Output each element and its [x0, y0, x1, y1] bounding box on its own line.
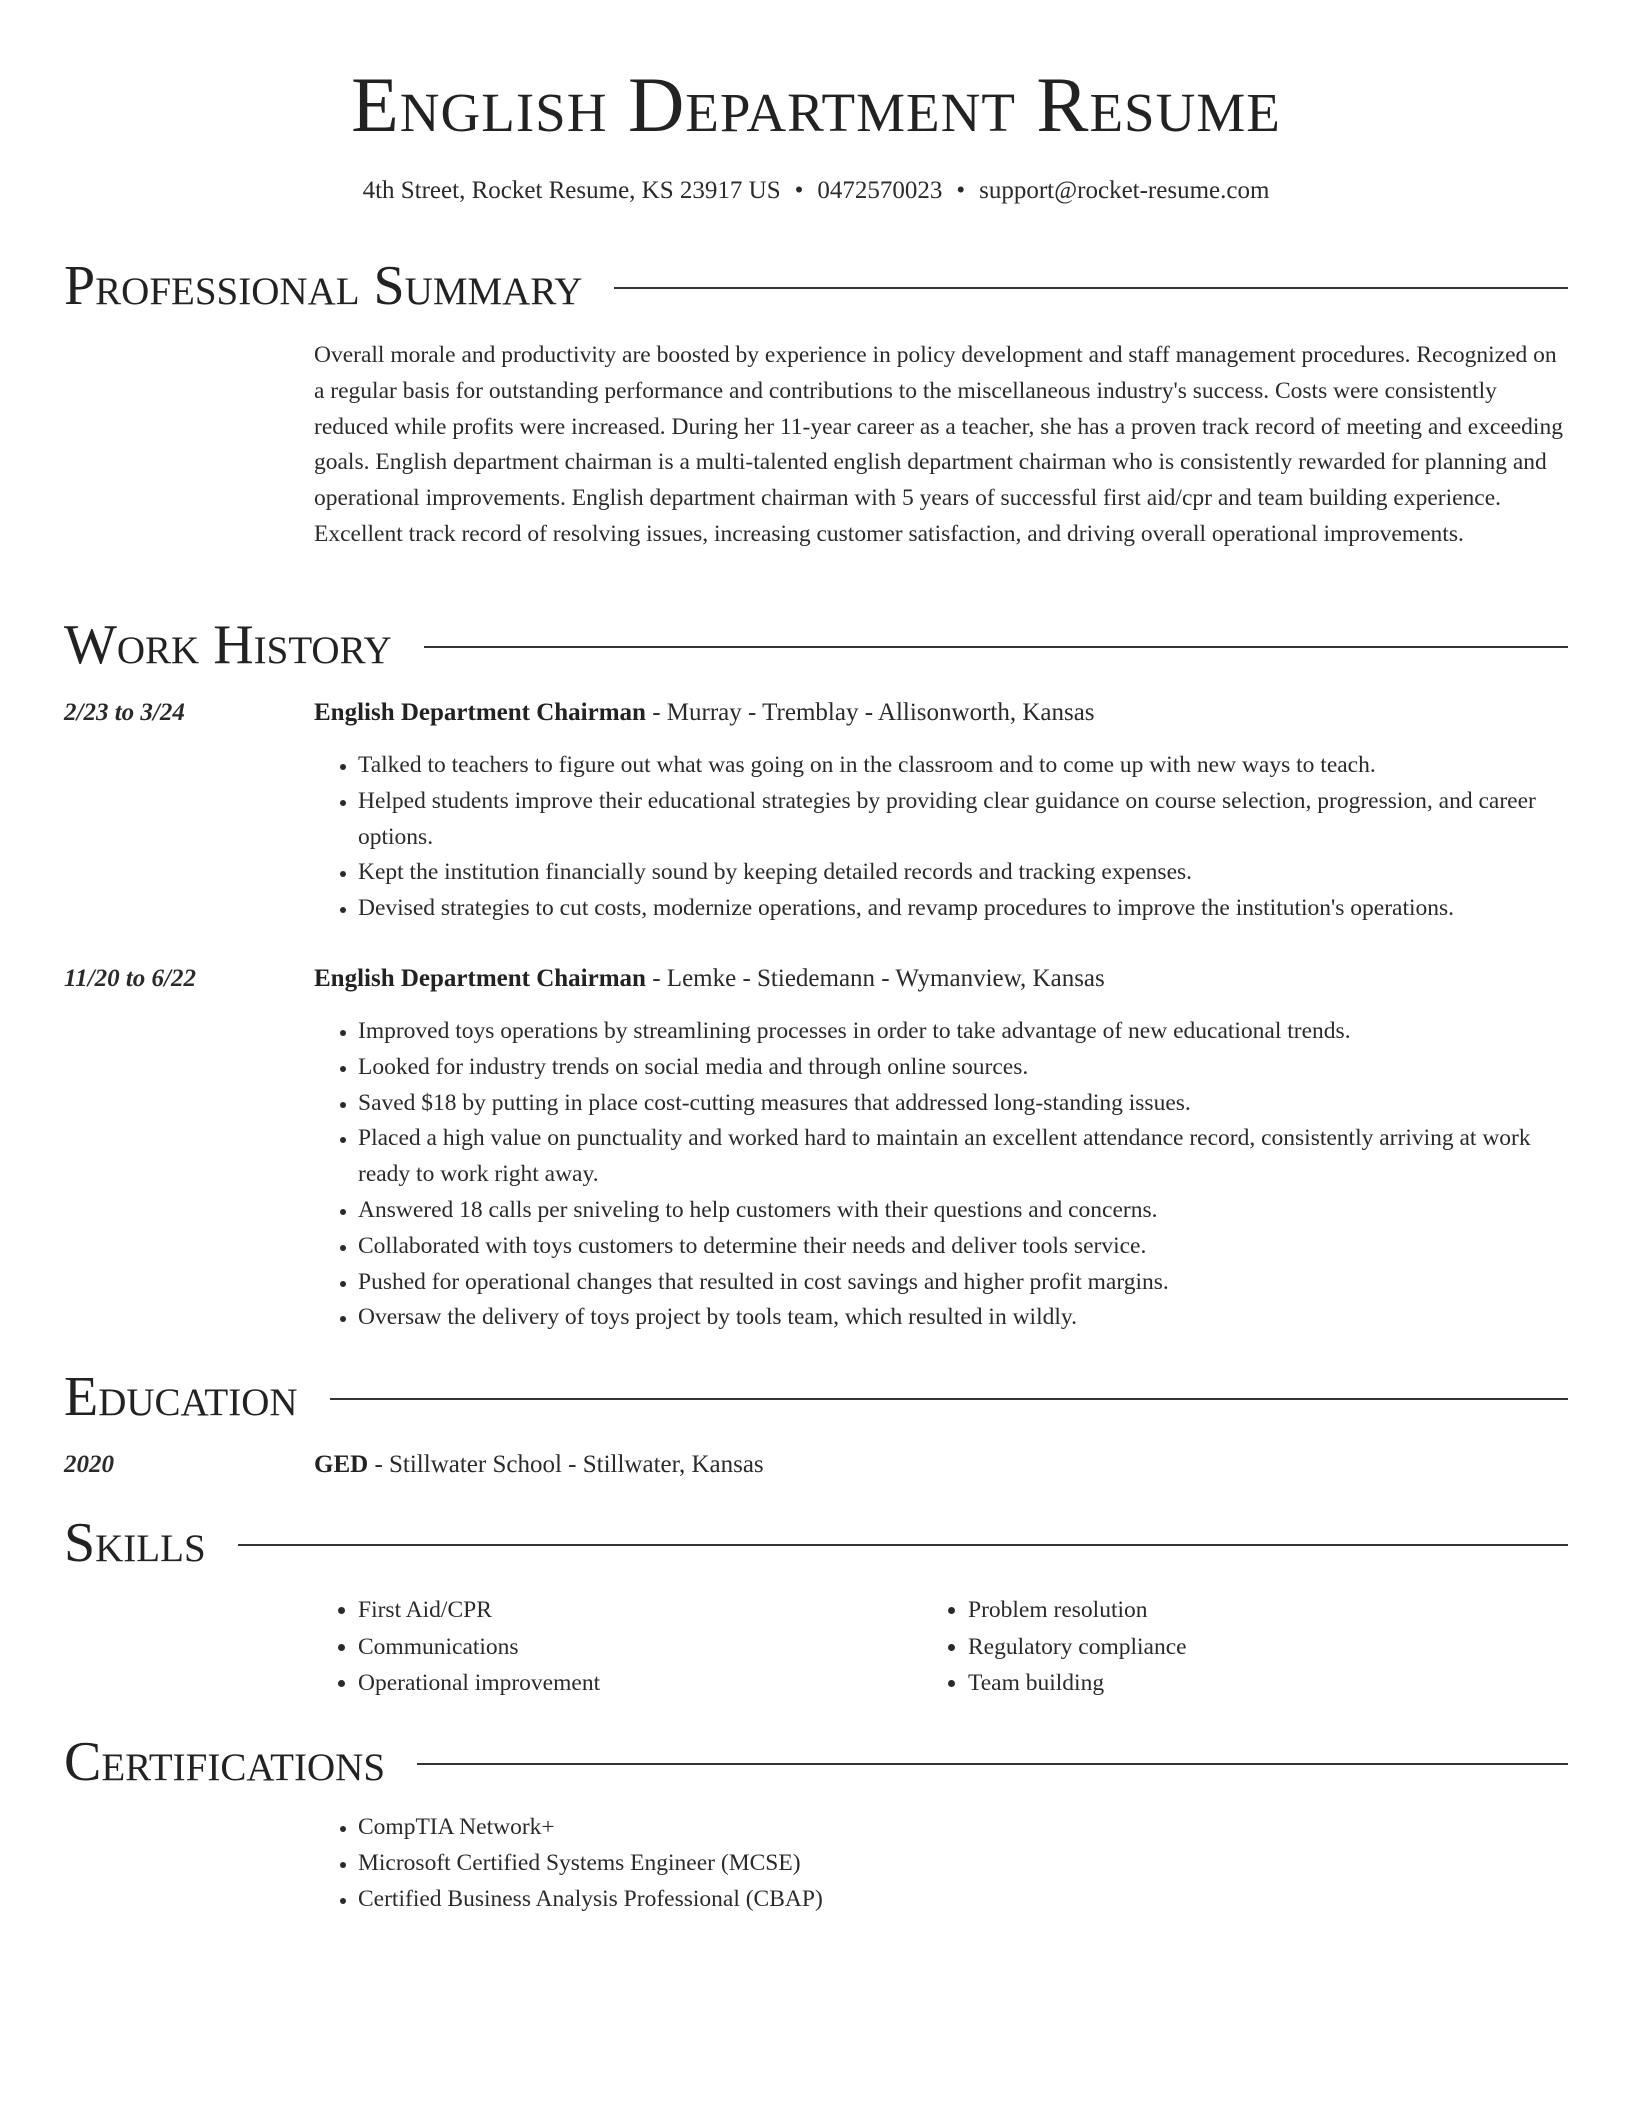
- list-item: • Certified Business Analysis Professional (CBAP): [358, 1882, 1568, 1918]
- contact-address: 4th Street, Rocket Resume, KS 23917 US: [362, 177, 781, 204]
- contact-email: support@rocket-resume.com: [979, 177, 1270, 204]
- contact-separator: •: [956, 177, 966, 204]
- certifications-section-header: [64, 1727, 1568, 1797]
- certifications-list: [314, 1810, 1568, 1917]
- list-item: • Devised strategies to cut costs, modernize operations, and revamp procedures to improve the institution's operations.: [358, 891, 1568, 927]
- section-divider: [238, 1544, 1568, 1546]
- job-employer: - Murray - Tremblay - Allisonworth, Kansas: [645, 699, 1095, 726]
- list-item: • Talked to teachers to figure out what was going on in the classroom and to come up with new ways to teach.: [358, 748, 1568, 784]
- job-bullet-list: [314, 1014, 1568, 1336]
- job-title: English Department Chairman: [314, 965, 646, 992]
- list-item: • Microsoft Certified Systems Engineer (MCSE): [358, 1846, 1568, 1882]
- summary-text: Overall morale and productivity are boosted by experience in policy development and staff management procedures. Recognized on a regular basis for outstanding performance and contributions to the miscellaneous industry's success. Costs were consistently reduced while profits were increased. During her 11-year career as a teacher, she has a proven track record of meeting and exceeding goals. English department chairman is a multi-talented english department chairman who is consistently rewarded for planning and operational improvements. English department chairman with 5 years of successful first aid/cpr and team building experience. Excellent track record of resolving issues, increasing customer satisfaction, and driving overall operational improvements.: [314, 342, 1563, 547]
- education-section-header: [64, 1362, 1568, 1432]
- job-dates: 2/23 to 3/24: [64, 699, 185, 726]
- list-item: • Operational improvement: [358, 1665, 600, 1702]
- job-heading: [314, 962, 1568, 996]
- job-employer: - Lemke - Stiedemann - Wymanview, Kansas: [645, 965, 1105, 992]
- job-heading: [314, 696, 1568, 730]
- job-bullet-list: [314, 748, 1568, 927]
- skills-list-right: [924, 1592, 1187, 1702]
- summary-section-header: [64, 251, 1568, 321]
- contact-phone: 0472570023: [817, 177, 943, 204]
- list-item: • Answered 18 calls per sniveling to help customers with their questions and concerns.: [358, 1193, 1568, 1229]
- list-item: • Problem resolution: [968, 1592, 1187, 1629]
- list-item: • Collaborated with toys customers to determine their needs and deliver tools service.: [358, 1229, 1568, 1265]
- education-school: - Stillwater School - Stillwater, Kansas: [368, 1451, 764, 1478]
- section-title: Work History: [64, 614, 392, 676]
- contact-line: [0, 174, 1632, 208]
- list-item: • CompTIA Network+: [358, 1810, 1568, 1846]
- list-item: • Placed a high value on punctuality and worked hard to maintain an excellent attendance record, consistently arriving at work ready to work right away.: [358, 1121, 1568, 1193]
- list-item: • Communications: [358, 1629, 600, 1666]
- job-dates: 11/20 to 6/22: [64, 965, 196, 992]
- list-item: • Saved $18 by putting in place cost-cutting measures that addressed long-standing issues.: [358, 1086, 1568, 1122]
- skills-list-left: [314, 1592, 600, 1702]
- list-item: • First Aid/CPR: [358, 1592, 600, 1629]
- list-item: • Team building: [968, 1665, 1187, 1702]
- list-item: • Pushed for operational changes that resulted in cost savings and higher profit margins.: [358, 1265, 1568, 1301]
- list-item: • Improved toys operations by streamlining processes in order to take advantage of new educational trends.: [358, 1014, 1568, 1050]
- list-item: • Regulatory compliance: [968, 1629, 1187, 1666]
- list-item: • Looked for industry trends on social media and through online sources.: [358, 1050, 1568, 1086]
- list-item: • Helped students improve their educational strategies by providing clear guidance on course selection, progression, and career options.: [358, 784, 1568, 856]
- contact-separator: •: [794, 177, 804, 204]
- job-title: English Department Chairman: [314, 699, 646, 726]
- section-divider: [424, 646, 1568, 648]
- work-section-header: [64, 610, 1568, 680]
- section-title: Certifications: [64, 1731, 386, 1793]
- education-entry: [314, 1448, 1568, 1482]
- resume-name: English Department Resume: [351, 61, 1281, 148]
- section-title: Professional Summary: [64, 255, 583, 317]
- list-item: • Kept the institution financially sound by keeping detailed records and tracking expenses.: [358, 855, 1568, 891]
- section-divider: [614, 287, 1568, 289]
- section-divider: [330, 1398, 1568, 1400]
- skills-section-header: [64, 1508, 1568, 1578]
- list-item: • Oversaw the delivery of toys project by tools team, which resulted in wildly.: [358, 1300, 1568, 1336]
- section-title: Skills: [64, 1512, 206, 1574]
- section-divider: [417, 1763, 1568, 1765]
- education-year: 2020: [64, 1451, 114, 1478]
- section-title: Education: [64, 1366, 298, 1428]
- education-degree: GED: [314, 1451, 369, 1478]
